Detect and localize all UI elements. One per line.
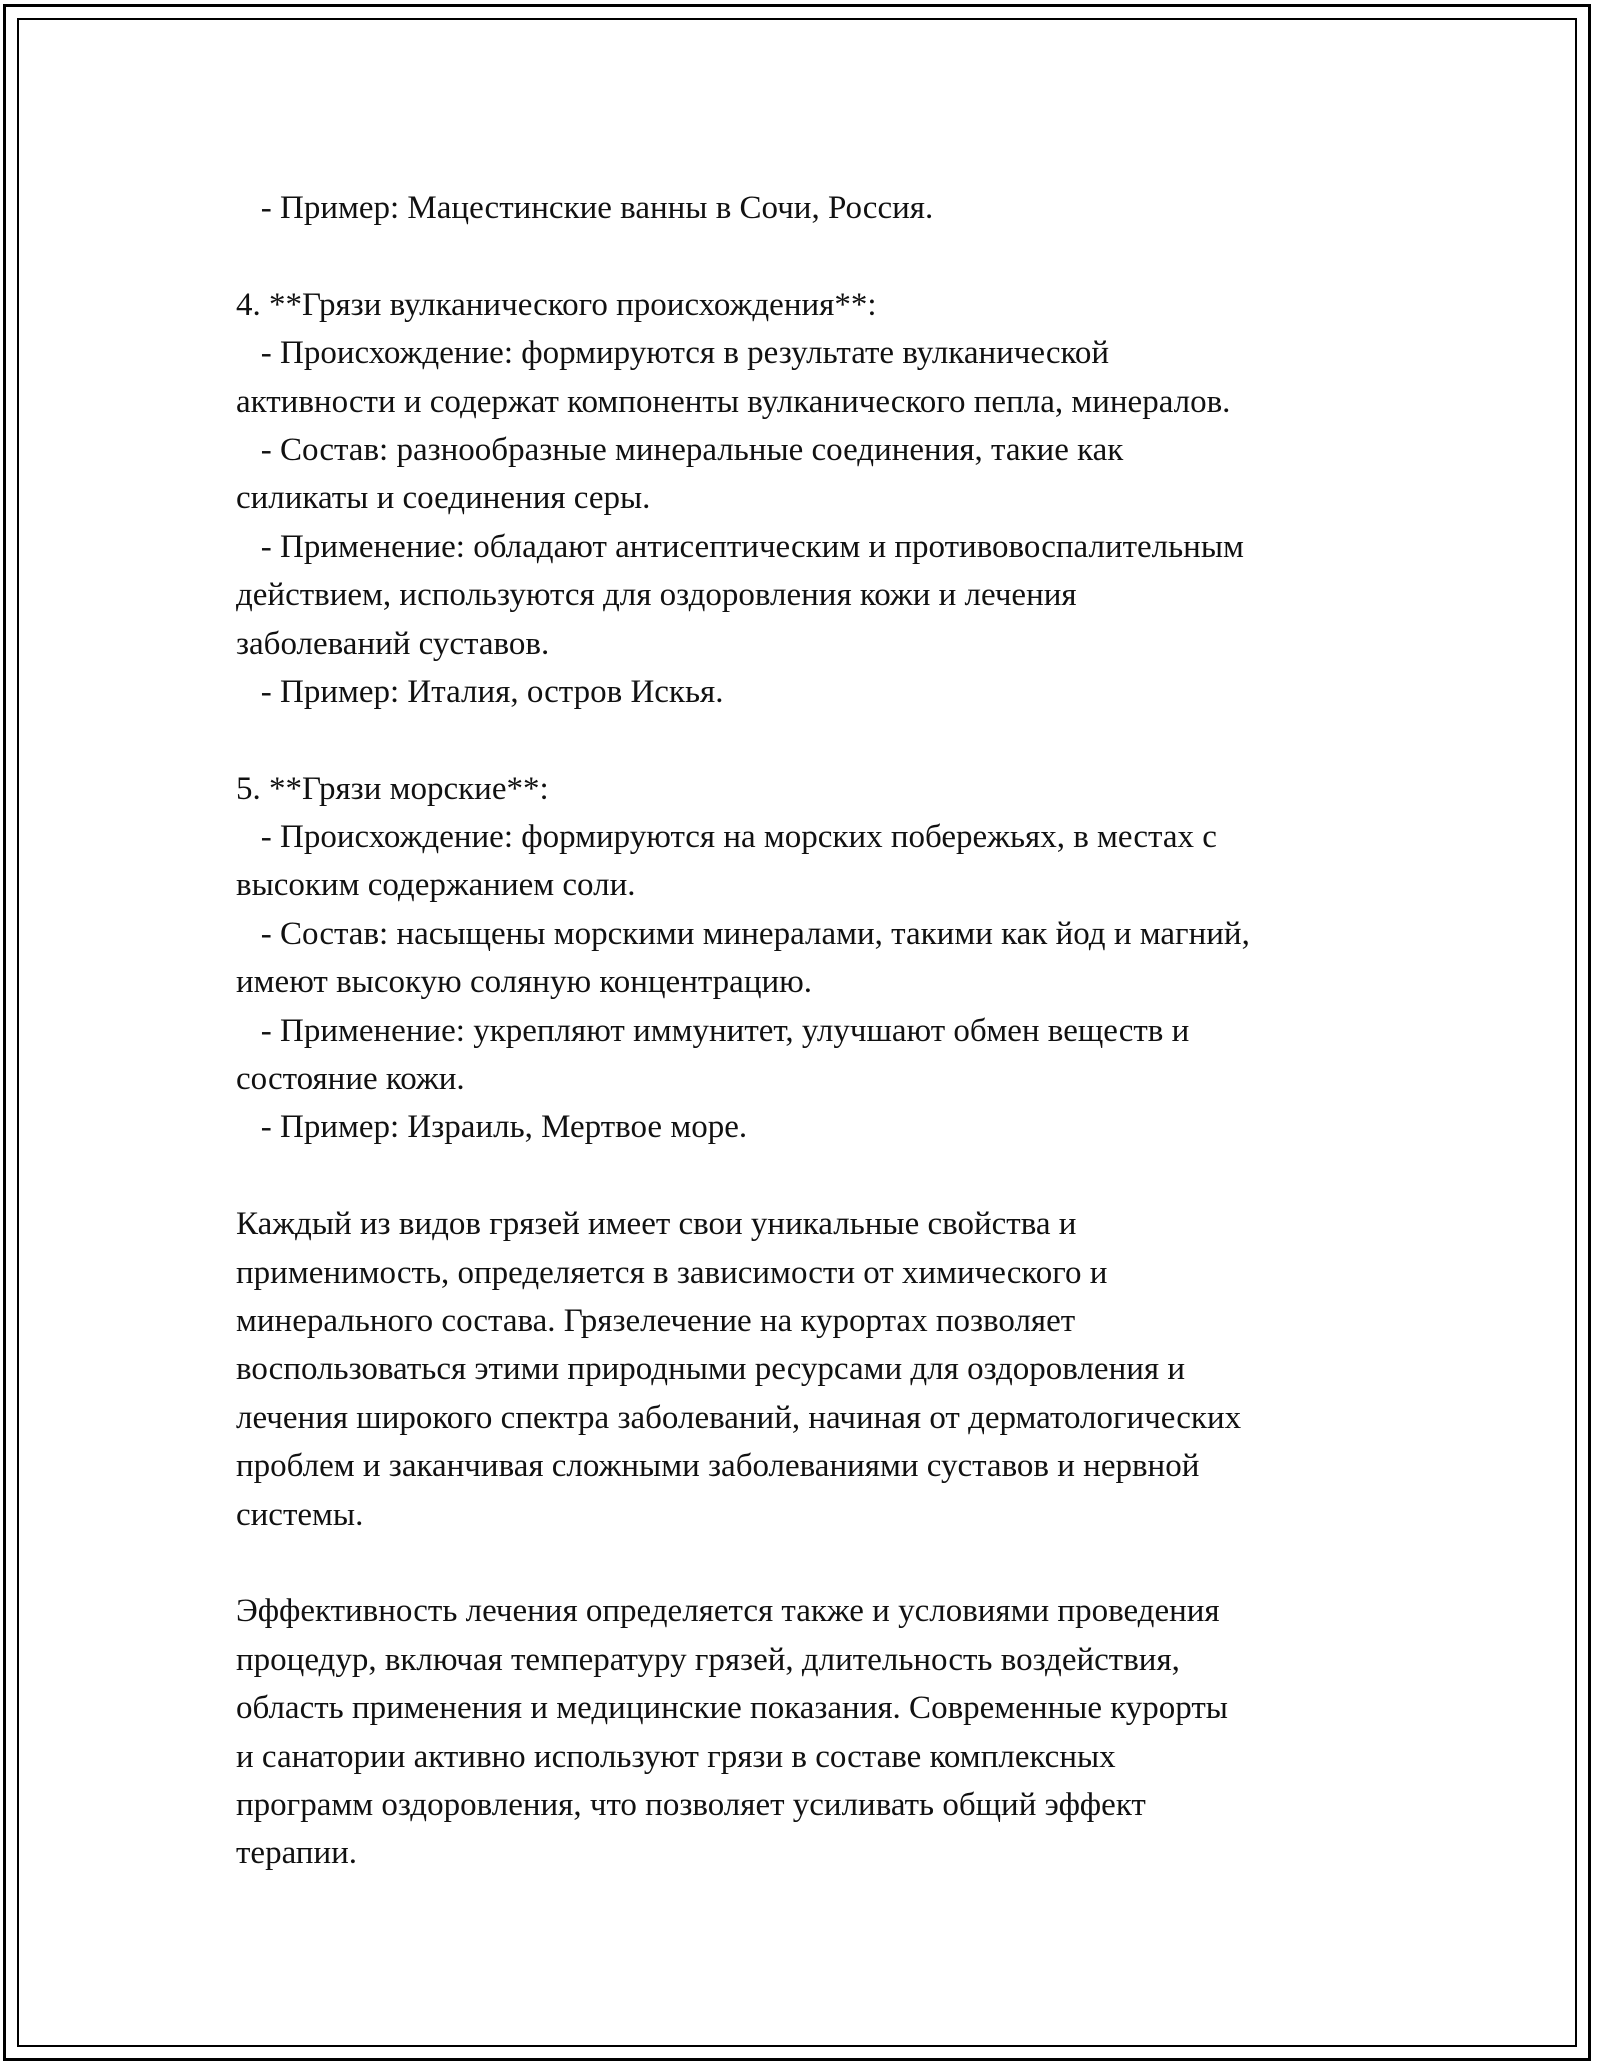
paragraph-line: лечения широкого спектра заболеваний, начиная от дерматологических (236, 1399, 1242, 1436)
paragraph-line: терапии. (236, 1835, 358, 1872)
paragraph-line: Эффективность лечения определяется также и условиями проведения (236, 1593, 1220, 1630)
blank-line (236, 1539, 1386, 1587)
paragraph-line: минерального состава. Грязелечение на курортах позволяет (236, 1302, 1076, 1339)
paragraph-line: программ оздоровления, что позволяет усиливать общий эффект (236, 1786, 1146, 1823)
example-line: - Пример: Италия, остров Искья. (236, 673, 724, 710)
paragraph-line: системы. (236, 1496, 364, 1533)
text-line: - Происхождение: формируются на морских побережьях, в местах с (236, 819, 1217, 856)
text-line: активности и содержат компоненты вулканического пепла, минералов. (236, 383, 1231, 420)
text-line: - Состав: разнообразные минеральные соединения, такие как (236, 431, 1124, 468)
blank-line (236, 1152, 1386, 1200)
text-line: силикаты и соединения серы. (236, 480, 651, 517)
text-line: - Происхождение: формируются в результате вулканической (236, 335, 1110, 372)
paragraph-line: и санатории активно используют грязи в составе комплексных (236, 1738, 1116, 1775)
text-line: - Применение: обладают антисептическим и противовоспалительным (236, 528, 1244, 565)
blank-line (236, 232, 1386, 280)
example-line: - Пример: Израиль, Мертвое море. (236, 1109, 748, 1146)
blank-line (236, 716, 1386, 764)
document-body (236, 184, 1386, 1878)
text-line: состояние кожи. (236, 1061, 465, 1098)
text-line: имеют высокую соляную концентрацию. (236, 964, 813, 1001)
paragraph-line: воспользоваться этими природными ресурсами для оздоровления и (236, 1351, 1185, 1388)
example-line: - Пример: Мацестинские ванны в Сочи, Россия. (236, 190, 934, 226)
paragraph-line: Каждый из видов грязей имеет свои уникальные свойства и (236, 1206, 1077, 1243)
text-line: действием, используются для оздоровления кожи и лечения (236, 577, 1077, 614)
section-heading: 5. **Грязи морские**: (236, 770, 549, 807)
text-line: - Применение: укрепляют иммунитет, улучшают обмен веществ и (236, 1012, 1190, 1049)
text-line: высоким содержанием соли. (236, 867, 636, 904)
text-line: заболеваний суставов. (236, 625, 550, 662)
paragraph-line: применимость, определяется в зависимости от химического и (236, 1254, 1108, 1291)
paragraph-line: область применения и медицинские показания. Современные курорты (236, 1690, 1228, 1727)
text-line: - Состав: насыщены морскими минералами, такими как йод и магний, (236, 915, 1250, 952)
section-heading: 4. **Грязи вулканического происхождения**: (236, 286, 877, 323)
paragraph-line: проблем и заканчивая сложными заболеваниями суставов и нервной (236, 1448, 1200, 1485)
paragraph-line: процедур, включая температуру грязей, длительность воздействия, (236, 1641, 1180, 1678)
